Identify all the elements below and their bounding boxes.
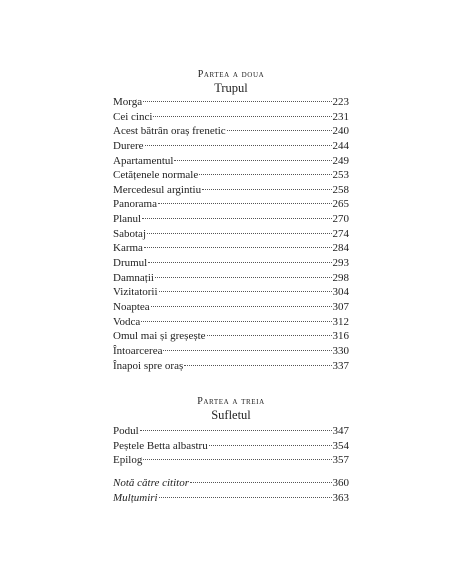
- part-three-label: Partea a treia: [197, 396, 265, 407]
- toc-entry[interactable]: [113, 359, 349, 374]
- part-three-heading: [113, 396, 349, 422]
- toc-entry-title: Panorama: [113, 198, 157, 211]
- toc-entry-title: Podul: [113, 425, 139, 437]
- toc-entry-page: 298: [332, 271, 349, 284]
- toc-entry-page: 265: [332, 198, 349, 211]
- toc-entry-title: Notă către cititor: [113, 477, 189, 489]
- toc-entry-page: 330: [332, 344, 349, 357]
- dot-leader: [142, 218, 331, 219]
- toc-entry[interactable]: [113, 453, 349, 468]
- toc-entry[interactable]: [113, 124, 349, 139]
- toc-entry[interactable]: [113, 439, 349, 454]
- dot-leader: [209, 445, 332, 446]
- toc-entry-page: 231: [332, 110, 349, 123]
- dot-leader: [143, 459, 331, 460]
- toc-entry-page: 223: [332, 96, 349, 108]
- dot-leader: [227, 130, 332, 131]
- toc-entry-title: Morga: [113, 96, 143, 108]
- toc-entry-title: Cetățenele normale: [113, 169, 199, 182]
- toc-entry-title: Sabotaj: [113, 227, 146, 240]
- toc-entry-title: Damnații: [113, 271, 154, 284]
- toc-entry[interactable]: [113, 110, 349, 125]
- dot-leader: [202, 189, 331, 190]
- toc-entry[interactable]: [113, 95, 349, 110]
- toc-entry[interactable]: [113, 154, 349, 169]
- dot-leader: [155, 277, 332, 278]
- toc-entry[interactable]: [113, 139, 349, 154]
- toc-entry[interactable]: [113, 241, 349, 256]
- toc-entry[interactable]: [113, 285, 349, 300]
- toc-entry-page: 270: [332, 213, 349, 226]
- toc-entry-title: Cei cinci: [113, 110, 153, 123]
- back-matter-toc: [113, 476, 349, 505]
- toc-entry[interactable]: [113, 256, 349, 271]
- toc-entry-page: 363: [332, 491, 349, 504]
- toc-entry-page: 354: [332, 439, 349, 452]
- toc-entry-title: Omul mai și greșește: [113, 330, 206, 343]
- toc-entry-page: 253: [332, 169, 349, 182]
- dot-leader: [158, 203, 332, 204]
- toc-entry[interactable]: [113, 476, 349, 491]
- dot-leader: [174, 160, 331, 161]
- toc-entry-title: Karma: [113, 242, 143, 255]
- toc-entry-page: 347: [332, 425, 349, 437]
- toc-entry-page: 244: [332, 139, 349, 152]
- toc-entry[interactable]: [113, 168, 349, 183]
- dot-leader: [190, 482, 332, 483]
- toc-entry-title: Peștele Betta albastru: [113, 439, 208, 452]
- toc-entry-title: Planul: [113, 213, 142, 226]
- dot-leader: [199, 174, 331, 175]
- toc-entry[interactable]: [113, 300, 349, 315]
- toc-entry-title: Întoarcerea: [113, 344, 163, 357]
- toc-entry-page: 240: [332, 125, 349, 138]
- dot-leader: [159, 291, 332, 292]
- dot-leader: [159, 497, 332, 498]
- dot-leader: [147, 233, 332, 234]
- toc-entry-title: Acest bătrân oraș frenetic: [113, 125, 226, 138]
- dot-leader: [151, 306, 332, 307]
- toc-entry[interactable]: [113, 227, 349, 242]
- dot-leader: [163, 350, 331, 351]
- toc-entry-title: Apartamentul: [113, 154, 174, 167]
- toc-entry-title: Vizitatorii: [113, 286, 158, 299]
- toc-entry[interactable]: [113, 271, 349, 286]
- toc-entry-page: 316: [332, 330, 349, 343]
- toc-entry-title: Mulțumiri: [113, 491, 158, 504]
- toc-entry[interactable]: [113, 315, 349, 330]
- toc-entry-page: 312: [332, 315, 349, 328]
- toc-entry-title: Mercedesul argintiu: [113, 183, 202, 196]
- toc-entry[interactable]: [113, 212, 349, 227]
- toc-entry-page: 293: [332, 257, 349, 270]
- toc-entry-page: 274: [332, 227, 349, 240]
- dot-leader: [153, 116, 331, 117]
- toc-entry-page: 258: [332, 183, 349, 196]
- toc-entry-title: Drumul: [113, 257, 148, 270]
- dot-leader: [207, 335, 332, 336]
- toc-entry-title: Vodca: [113, 315, 141, 328]
- dot-leader: [140, 430, 332, 431]
- toc-entry-page: 357: [332, 454, 349, 467]
- dot-leader: [143, 101, 331, 102]
- dot-leader: [141, 321, 331, 322]
- toc-entry-title: Noaptea: [113, 300, 150, 313]
- toc-entry-title: Înapoi spre oraș: [113, 359, 184, 372]
- toc-entry[interactable]: [113, 424, 349, 439]
- toc-entry-page: 307: [332, 300, 349, 313]
- part-two-title: Trupul: [214, 81, 248, 95]
- part-two-toc: [113, 95, 349, 373]
- part-three-toc: [113, 424, 349, 468]
- dot-leader: [144, 247, 332, 248]
- toc-entry-page: 337: [332, 359, 349, 372]
- toc-entry[interactable]: [113, 491, 349, 506]
- toc-entry-title: Epilog: [113, 454, 143, 467]
- toc-entry[interactable]: [113, 183, 349, 198]
- toc-entry[interactable]: [113, 197, 349, 212]
- part-three-title: Sufletul: [211, 408, 251, 422]
- dot-leader: [184, 365, 331, 366]
- toc-entry-title: Durere: [113, 139, 144, 152]
- toc-entry-page: 360: [332, 477, 349, 489]
- dot-leader: [148, 262, 331, 263]
- toc-entry[interactable]: [113, 329, 349, 344]
- dot-leader: [145, 145, 332, 146]
- part-two-label: Partea a doua: [197, 69, 265, 80]
- toc-entry-page: 284: [332, 242, 349, 255]
- toc-entry-page: 304: [332, 286, 349, 299]
- toc-entry[interactable]: [113, 344, 349, 359]
- part-two-heading: [113, 69, 349, 95]
- toc-entry-page: 249: [332, 154, 349, 167]
